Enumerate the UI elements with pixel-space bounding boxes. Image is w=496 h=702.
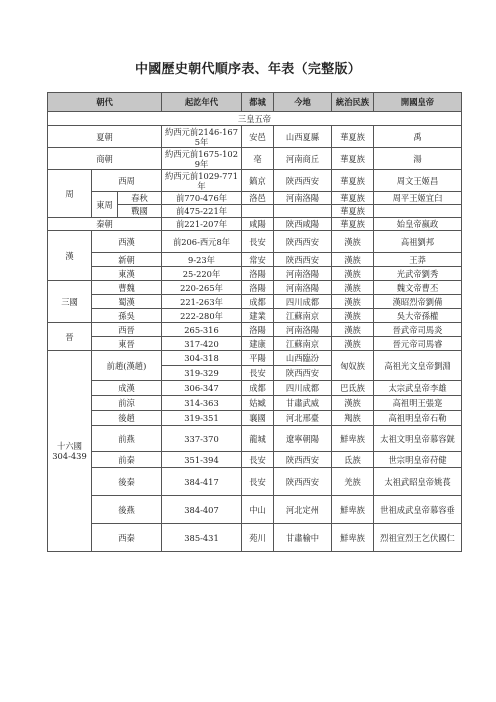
header-years: 起訖年代 xyxy=(162,93,242,112)
table-row xyxy=(48,281,462,295)
today-cell: 四川成都 xyxy=(274,381,332,396)
table-row xyxy=(48,337,462,351)
founder-cell: 高祖劉邦 xyxy=(374,231,462,253)
founder-cell: 吳大帝孫權 xyxy=(374,309,462,323)
today-cell: 江蘇南京 xyxy=(274,337,332,351)
table-row xyxy=(48,170,462,192)
today-cell: 河南洛陽 xyxy=(274,323,332,337)
years-cell: 319-329 xyxy=(162,366,242,381)
ethnic-cell: 華夏族 xyxy=(332,170,374,192)
today-cell: 陝西西安 xyxy=(274,366,332,381)
years-cell: 前206-西元8年 xyxy=(162,231,242,253)
capital-cell: 平陽 xyxy=(242,351,274,366)
capital-cell: 鎬京 xyxy=(242,170,274,192)
years-cell: 384-407 xyxy=(162,496,242,524)
founder-cell: 禹 xyxy=(374,126,462,148)
table-row xyxy=(48,351,462,366)
today-cell: 山西臨汾 xyxy=(274,351,332,366)
table-row xyxy=(48,309,462,323)
years-cell: 337-370 xyxy=(162,426,242,452)
dynasty-name: 後趙 xyxy=(92,411,162,426)
table-row xyxy=(48,496,462,524)
founder-cell: 世祖成武皇帝慕容垂 xyxy=(374,496,462,524)
dynasty-group: 三國 xyxy=(48,281,92,323)
capital-cell: 亳 xyxy=(242,148,274,170)
capital-cell: 建康 xyxy=(242,337,274,351)
founder-cell xyxy=(374,205,462,218)
capital-cell: 襄國 xyxy=(242,411,274,426)
years-cell: 317-420 xyxy=(162,337,242,351)
years-cell: 222-280年 xyxy=(162,309,242,323)
dynasty-name: 西秦 xyxy=(92,524,162,552)
founder-cell: 始皇帝嬴政 xyxy=(374,218,462,231)
capital-cell: 洛邑 xyxy=(242,192,274,205)
founder-cell: 漢昭烈帝劉備 xyxy=(374,295,462,309)
years-cell: 384-417 xyxy=(162,468,242,496)
today-cell: 河南洛陽 xyxy=(274,281,332,295)
today-cell: 陝西西安 xyxy=(274,231,332,253)
table-row xyxy=(48,426,462,452)
dynasty-group: 周 xyxy=(48,170,92,218)
ethnic-cell: 華夏族 xyxy=(332,126,374,148)
today-cell: 山西夏縣 xyxy=(274,126,332,148)
dynasty-name: 西漢 xyxy=(92,231,162,253)
ethnic-cell: 華夏族 xyxy=(332,205,374,218)
years-cell: 306-347 xyxy=(162,381,242,396)
row-sanhuang: 三皇五帝 xyxy=(48,112,462,126)
ethnic-cell: 漢族 xyxy=(332,337,374,351)
today-cell: 四川成都 xyxy=(274,295,332,309)
ethnic-cell: 氐族 xyxy=(332,452,374,468)
dynasty-name: 成漢 xyxy=(92,381,162,396)
years-cell: 約西元前1029-771年 xyxy=(162,170,242,192)
table-row xyxy=(48,148,462,170)
ethnic-cell: 羯族 xyxy=(332,411,374,426)
ethnic-cell: 漢族 xyxy=(332,253,374,267)
capital-cell: 建業 xyxy=(242,309,274,323)
page-title: 中國歷史朝代順序表、年表（完整版） xyxy=(134,62,362,77)
dynasty-group: 晉 xyxy=(48,323,92,351)
capital-cell: 安邑 xyxy=(242,126,274,148)
table-row xyxy=(48,411,462,426)
today-cell: 陝西西安 xyxy=(274,170,332,192)
today-cell: 河南洛陽 xyxy=(274,267,332,281)
founder-cell: 太宗武皇帝李雄 xyxy=(374,381,462,396)
table-row xyxy=(48,381,462,396)
sixteen-kingdoms-name: 十六國 xyxy=(57,441,82,451)
table-row xyxy=(48,231,462,253)
capital-cell: 成都 xyxy=(242,381,274,396)
dynasty-name: 前秦 xyxy=(92,452,162,468)
ethnic-cell: 漢族 xyxy=(332,231,374,253)
dynasty-name: 前涼 xyxy=(92,396,162,411)
years-cell: 前475-221年 xyxy=(162,205,242,218)
capital-cell: 常安 xyxy=(242,253,274,267)
capital-cell: 龍城 xyxy=(242,426,274,452)
years-cell: 前770-476年 xyxy=(162,192,242,205)
table-row xyxy=(48,112,462,126)
years-cell: 351-394 xyxy=(162,452,242,468)
capital-cell: 咸陽 xyxy=(242,218,274,231)
years-cell: 約西元前1675-1029年 xyxy=(162,148,242,170)
years-cell: 265-316 xyxy=(162,323,242,337)
years-cell: 314-363 xyxy=(162,396,242,411)
today-cell: 陝西西安 xyxy=(274,253,332,267)
dynasty-name: 後燕 xyxy=(92,496,162,524)
ethnic-cell: 鮮卑族 xyxy=(332,524,374,552)
table-row xyxy=(48,126,462,148)
dynasty-name: 孫吳 xyxy=(92,309,162,323)
today-cell: 陝西西安 xyxy=(274,468,332,496)
ethnic-cell: 漢族 xyxy=(332,295,374,309)
capital-cell: 苑川 xyxy=(242,524,274,552)
today-cell: 江蘇南京 xyxy=(274,309,332,323)
capital-cell: 長安 xyxy=(242,231,274,253)
header-today: 今地 xyxy=(274,93,332,112)
today-cell: 陝西西安 xyxy=(274,452,332,468)
dynasty-name: 戰國 xyxy=(118,205,162,218)
years-cell: 304-318 xyxy=(162,351,242,366)
capital-cell: 長安 xyxy=(242,452,274,468)
table-row xyxy=(48,295,462,309)
founder-cell: 太祖文明皇帝慕容皝 xyxy=(374,426,462,452)
years-cell: 385-431 xyxy=(162,524,242,552)
capital-cell: 洛陽 xyxy=(242,281,274,295)
dynasty-name: 商朝 xyxy=(48,148,162,170)
capital-cell: 長安 xyxy=(242,468,274,496)
years-cell: 9-23年 xyxy=(162,253,242,267)
founder-cell: 高祖明皇帝石勒 xyxy=(374,411,462,426)
founder-cell: 周文王姬昌 xyxy=(374,170,462,192)
dynasty-name: 前燕 xyxy=(92,426,162,452)
header-ethnic: 統治民族 xyxy=(332,93,374,112)
table-row xyxy=(48,396,462,411)
sixteen-kingdoms-range: 304-439 xyxy=(52,451,87,461)
table-row xyxy=(48,253,462,267)
years-cell: 220-265年 xyxy=(162,281,242,295)
dynasty-subgroup: 東周 xyxy=(92,192,118,218)
ethnic-cell: 漢族 xyxy=(332,309,374,323)
ethnic-cell: 匈奴族 xyxy=(332,351,374,381)
years-cell: 25-220年 xyxy=(162,267,242,281)
founder-cell: 烈祖宣烈王乞伏國仁 xyxy=(374,524,462,552)
ethnic-cell: 華夏族 xyxy=(332,148,374,170)
founder-cell: 湯 xyxy=(374,148,462,170)
header-dynasty: 朝代 xyxy=(48,93,162,112)
founder-cell: 晉元帝司馬睿 xyxy=(374,337,462,351)
dynasty-group: 漢 xyxy=(48,231,92,281)
ethnic-cell: 漢族 xyxy=(332,323,374,337)
table-row xyxy=(48,218,462,231)
founder-cell: 魏文帝曹丕 xyxy=(374,281,462,295)
years-cell: 221-263年 xyxy=(162,295,242,309)
ethnic-cell: 華夏族 xyxy=(332,218,374,231)
founder-cell: 晉武帝司馬炎 xyxy=(374,323,462,337)
today-cell: 河南洛陽 xyxy=(274,192,332,205)
today-cell xyxy=(274,205,332,218)
dynasty-table xyxy=(47,92,462,552)
dynasty-name: 秦朝 xyxy=(48,218,162,231)
ethnic-cell: 羌族 xyxy=(332,468,374,496)
today-cell: 甘肅榆中 xyxy=(274,524,332,552)
today-cell: 河北定州 xyxy=(274,496,332,524)
dynasty-name: 後秦 xyxy=(92,468,162,496)
dynasty-name: 東晉 xyxy=(92,337,162,351)
founder-cell: 世宗明皇帝苻健 xyxy=(374,452,462,468)
dynasty-name: 蜀漢 xyxy=(92,295,162,309)
capital-cell: 成都 xyxy=(242,295,274,309)
founder-cell: 周平王姬宜臼 xyxy=(374,192,462,205)
capital-cell: 中山 xyxy=(242,496,274,524)
dynasty-name: 西周 xyxy=(92,170,162,192)
dynasty-name: 前趙(漢趙) xyxy=(92,351,162,381)
capital-cell: 洛陽 xyxy=(242,267,274,281)
dynasty-group xyxy=(48,351,92,552)
dynasty-name: 西晉 xyxy=(92,323,162,337)
founder-cell: 高祖光文皇帝劉淵 xyxy=(374,351,462,381)
dynasty-name: 曹魏 xyxy=(92,281,162,295)
today-cell: 遼寧朝陽 xyxy=(274,426,332,452)
capital-cell: 長安 xyxy=(242,366,274,381)
founder-cell: 高祖明王張寔 xyxy=(374,396,462,411)
founder-cell: 光武帝劉秀 xyxy=(374,267,462,281)
years-cell: 319-351 xyxy=(162,411,242,426)
today-cell: 甘肅武威 xyxy=(274,396,332,411)
table-row xyxy=(48,192,462,205)
ethnic-cell: 華夏族 xyxy=(332,192,374,205)
header-founder: 開國皇帝 xyxy=(374,93,462,112)
ethnic-cell: 漢族 xyxy=(332,281,374,295)
table-row xyxy=(48,452,462,468)
founder-cell: 王莽 xyxy=(374,253,462,267)
dynasty-name: 春秋 xyxy=(118,192,162,205)
header-row xyxy=(48,93,462,112)
today-cell: 河北邢臺 xyxy=(274,411,332,426)
today-cell: 河南商丘 xyxy=(274,148,332,170)
header-capital: 都城 xyxy=(242,93,274,112)
capital-cell: 姑臧 xyxy=(242,396,274,411)
table-row xyxy=(48,323,462,337)
dynasty-name: 東漢 xyxy=(92,267,162,281)
years-cell: 前221-207年 xyxy=(162,218,242,231)
ethnic-cell: 鮮卑族 xyxy=(332,426,374,452)
table-row xyxy=(48,468,462,496)
dynasty-name: 新朝 xyxy=(92,253,162,267)
today-cell: 陝西咸陽 xyxy=(274,218,332,231)
ethnic-cell: 漢族 xyxy=(332,396,374,411)
ethnic-cell: 鮮卑族 xyxy=(332,496,374,524)
capital-cell: 洛陽 xyxy=(242,323,274,337)
capital-cell xyxy=(242,205,274,218)
table-row xyxy=(48,524,462,552)
years-cell: 約西元前2146-1675年 xyxy=(162,126,242,148)
table-row xyxy=(48,267,462,281)
ethnic-cell: 巴氐族 xyxy=(332,381,374,396)
ethnic-cell: 漢族 xyxy=(332,267,374,281)
founder-cell: 太祖武昭皇帝姚萇 xyxy=(374,468,462,496)
dynasty-name: 夏朝 xyxy=(48,126,162,148)
